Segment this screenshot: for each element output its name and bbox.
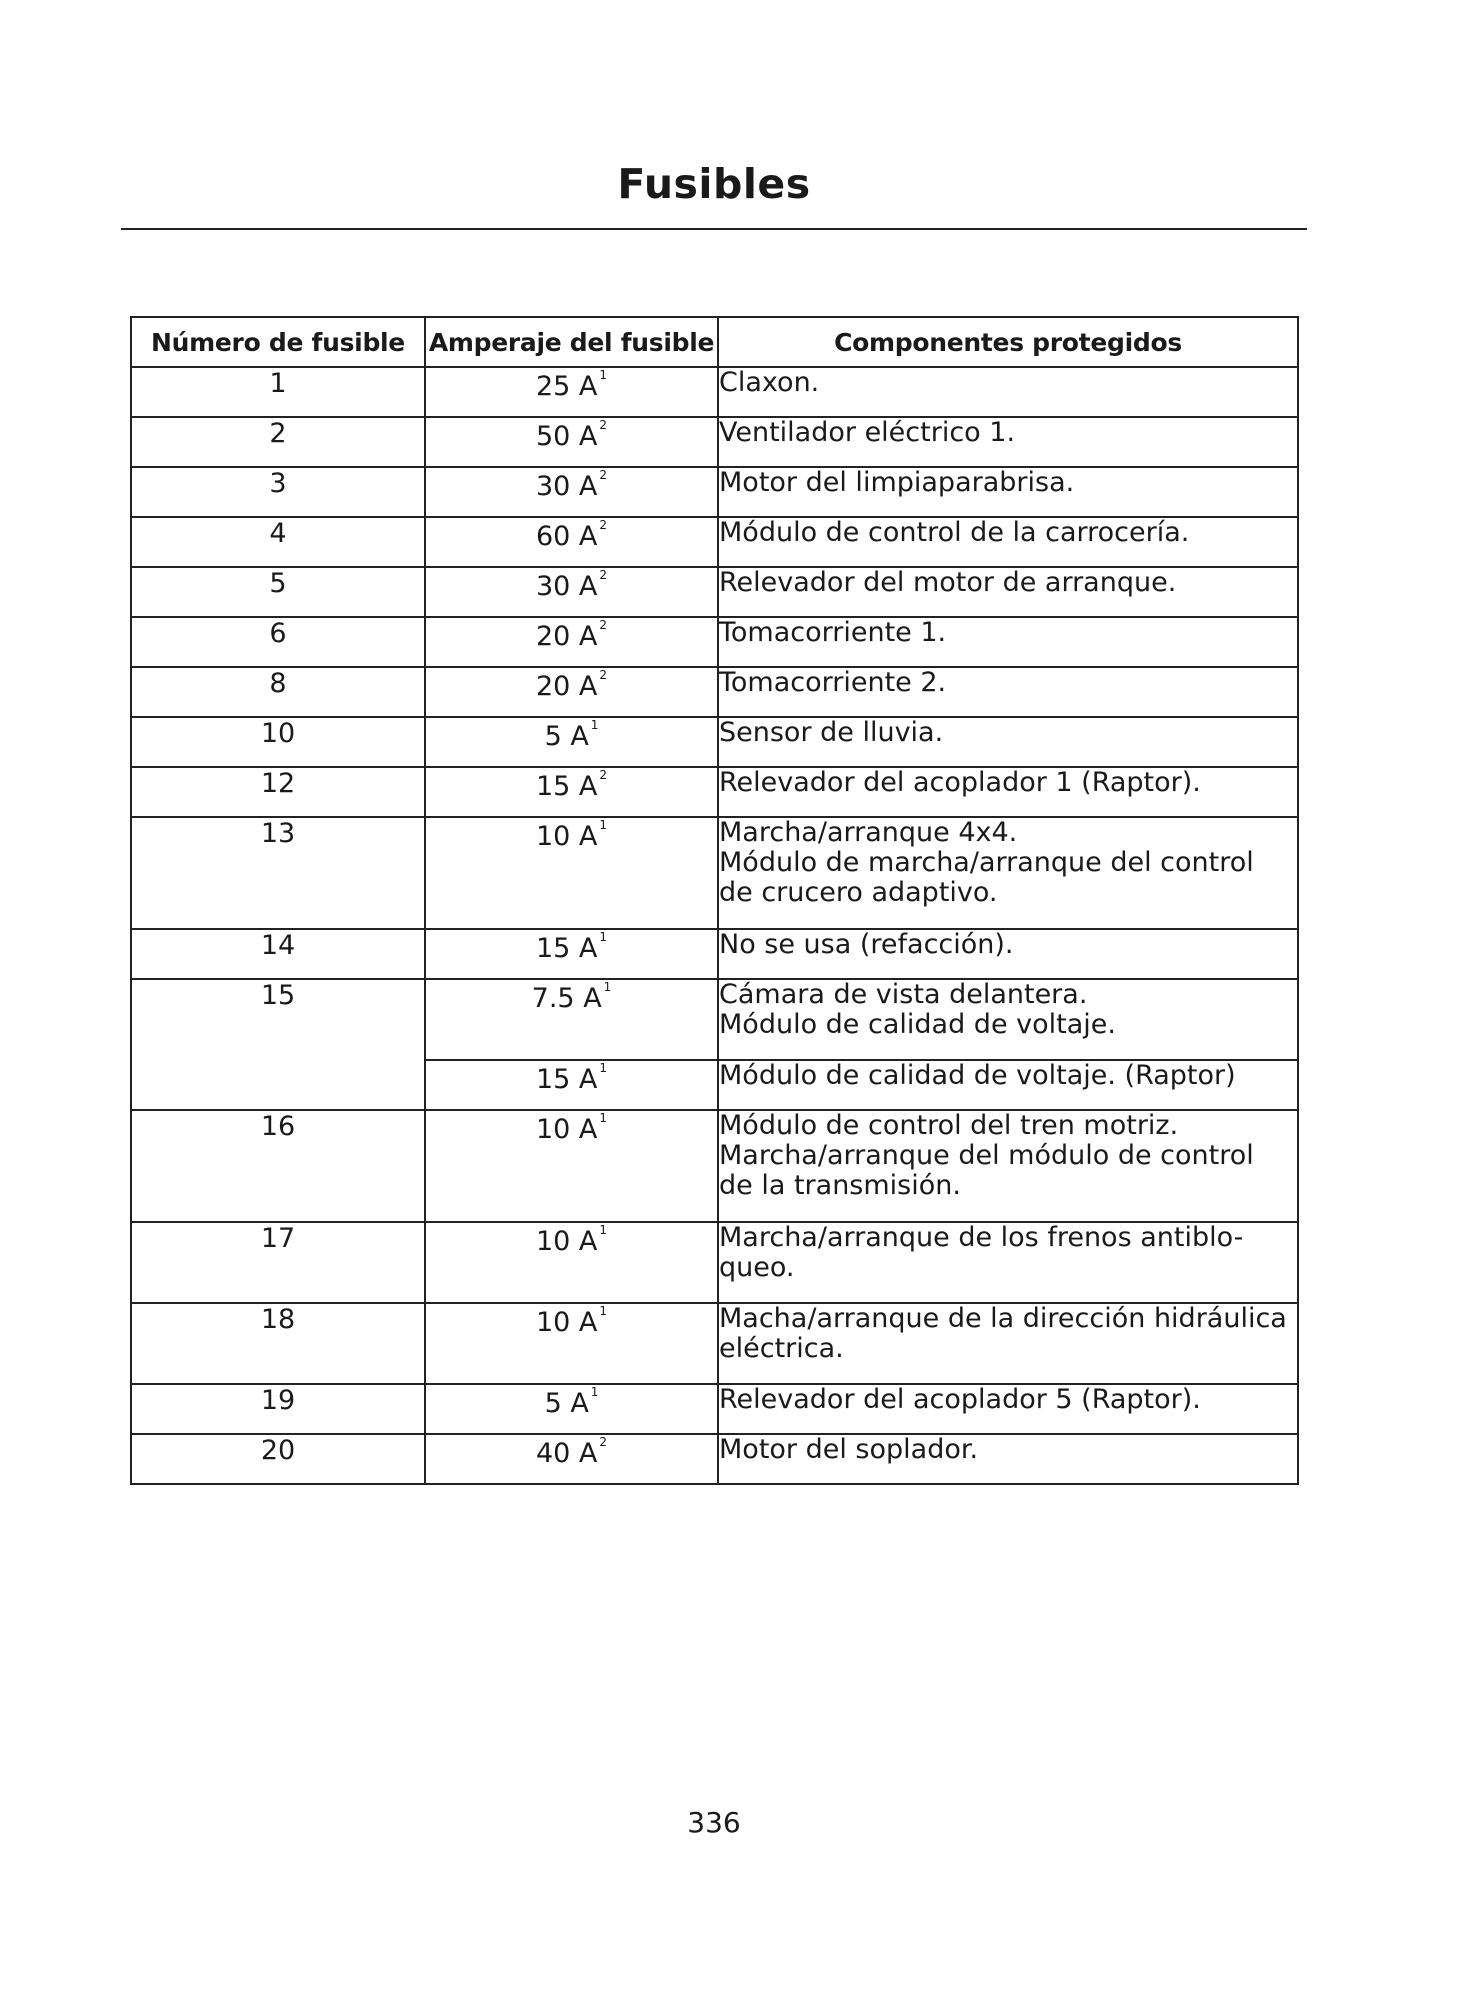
component-line: Módulo de control de la carrocería.	[719, 517, 1190, 548]
table-row	[131, 1303, 1298, 1384]
header-protected-components: Componentes protegidos	[718, 317, 1298, 367]
fuse-number: 2	[131, 417, 425, 467]
fuse-number: 14	[131, 929, 425, 979]
protected-components	[718, 1384, 1298, 1434]
footnote-marker: 1	[599, 1111, 608, 1125]
table-row	[131, 1434, 1298, 1484]
fuse-number: 12	[131, 767, 425, 817]
footnote-marker: 1	[599, 1061, 608, 1075]
footnote-marker: 1	[599, 368, 608, 382]
amperage-value: 15 A	[535, 933, 598, 964]
component-line: queo.	[719, 1252, 795, 1283]
fuse-number: 17	[131, 1222, 425, 1303]
table-row	[131, 517, 1298, 567]
amperage-value: 15 A	[535, 1064, 598, 1095]
fuse-amperage	[425, 1060, 718, 1110]
amperage-value: 15 A	[535, 771, 598, 802]
amperage-value: 30 A	[535, 571, 598, 602]
page-title: Fusibles	[617, 160, 811, 208]
component-line: Claxon.	[719, 367, 820, 398]
fuse-amperage	[425, 979, 718, 1060]
amperage-value: 10 A	[535, 821, 598, 852]
amperage-value: 10 A	[535, 1307, 598, 1338]
footnote-marker: 2	[599, 418, 608, 432]
footnote-marker: 1	[599, 818, 608, 832]
fuse-amperage	[425, 929, 718, 979]
table-row	[131, 367, 1298, 417]
protected-components	[718, 1222, 1298, 1303]
fuse-amperage	[425, 1384, 718, 1434]
component-line: Cámara de vista delantera.	[719, 979, 1088, 1010]
component-line: Tomacorriente 1.	[719, 617, 947, 648]
protected-components	[718, 417, 1298, 467]
protected-components	[718, 467, 1298, 517]
fuse-amperage	[425, 817, 718, 929]
fuse-number: 18	[131, 1303, 425, 1384]
protected-components	[718, 667, 1298, 717]
fuse-number: 5	[131, 567, 425, 617]
fuse-number: 4	[131, 517, 425, 567]
fuse-number: 8	[131, 667, 425, 717]
table-row	[131, 667, 1298, 717]
amperage-value: 10 A	[535, 1226, 598, 1257]
component-line: Marcha/arranque 4x4.	[719, 817, 1018, 848]
footnote-marker: 2	[599, 568, 608, 582]
protected-components	[718, 1303, 1298, 1384]
fuse-amperage	[425, 467, 718, 517]
amperage-value: 30 A	[535, 471, 598, 502]
fuse-amperage	[425, 767, 718, 817]
fuse-amperage	[425, 717, 718, 767]
component-line: Relevador del motor de arranque.	[719, 567, 1177, 598]
fuse-number: 16	[131, 1110, 425, 1222]
fuse-amperage	[425, 417, 718, 467]
fuse-amperage	[425, 1434, 718, 1484]
component-line: Tomacorriente 2.	[719, 667, 947, 698]
component-line: Módulo de calidad de voltaje.	[719, 1009, 1116, 1040]
fuse-number: 3	[131, 467, 425, 517]
component-line: Marcha/arranque de los frenos antiblo-	[719, 1222, 1244, 1253]
header-fuse-amperage: Amperaje del fusible	[425, 317, 718, 367]
table-row	[131, 617, 1298, 667]
component-line: Marcha/arranque del módulo de control	[719, 1140, 1254, 1171]
footnote-marker: 2	[599, 518, 608, 532]
fuse-amperage	[425, 367, 718, 417]
amperage-value: 25 A	[535, 371, 598, 402]
component-line: Sensor de lluvia.	[719, 717, 944, 748]
table-row	[131, 1110, 1298, 1222]
footnote-marker: 2	[599, 468, 608, 482]
protected-components	[718, 1434, 1298, 1484]
header-fuse-number: Número de fusible	[131, 317, 425, 367]
protected-components	[718, 367, 1298, 417]
fuse-amperage	[425, 1303, 718, 1384]
component-line: Relevador del acoplador 1 (Raptor).	[719, 767, 1201, 798]
footnote-marker: 2	[599, 768, 608, 782]
table-row	[131, 467, 1298, 517]
amperage-value: 50 A	[535, 421, 598, 452]
footnote-marker: 2	[599, 618, 608, 632]
fuse-number: 6	[131, 617, 425, 667]
component-line: Módulo de marcha/arranque del control	[719, 847, 1254, 878]
component-line: Macha/arranque de la dirección hidráulica	[719, 1303, 1287, 1334]
table-row	[131, 1222, 1298, 1303]
footnote-marker: 2	[599, 1435, 608, 1449]
protected-components	[718, 767, 1298, 817]
footnote-marker: 1	[599, 1223, 608, 1237]
fuse-number: 1	[131, 367, 425, 417]
protected-components	[718, 517, 1298, 567]
component-line: Módulo de calidad de voltaje. (Raptor)	[719, 1060, 1236, 1091]
fuse-amperage	[425, 1110, 718, 1222]
amperage-value: 7.5 A	[531, 983, 602, 1014]
amperage-value: 40 A	[535, 1438, 598, 1469]
fuse-number: 10	[131, 717, 425, 767]
fuse-table-body	[131, 367, 1298, 1484]
component-line: Ventilador eléctrico 1.	[719, 417, 1016, 448]
footnote-marker: 2	[599, 668, 608, 682]
protected-components	[718, 1060, 1298, 1110]
table-row	[131, 979, 1298, 1060]
fuse-number: 19	[131, 1384, 425, 1434]
fuse-amperage	[425, 617, 718, 667]
amperage-value: 5 A	[544, 721, 589, 752]
component-line: Relevador del acoplador 5 (Raptor).	[719, 1384, 1201, 1415]
table-row	[131, 567, 1298, 617]
page-number: 336	[687, 1806, 741, 1839]
component-line: Motor del limpiaparabrisa.	[719, 467, 1075, 498]
protected-components	[718, 1110, 1298, 1222]
table-row	[131, 717, 1298, 767]
protected-components	[718, 929, 1298, 979]
fuse-amperage	[425, 1222, 718, 1303]
component-line: eléctrica.	[719, 1333, 844, 1364]
component-line: de crucero adaptivo.	[719, 877, 998, 908]
fuse-amperage	[425, 517, 718, 567]
fuse-table	[130, 316, 1299, 1485]
table-row	[131, 417, 1298, 467]
footnote-marker: 1	[603, 980, 612, 994]
component-line: Módulo de control del tren motriz.	[719, 1110, 1179, 1141]
protected-components	[718, 567, 1298, 617]
component-line: Motor del soplador.	[719, 1434, 979, 1465]
amperage-value: 5 A	[544, 1388, 589, 1419]
footnote-marker: 1	[590, 718, 599, 732]
table-row	[131, 929, 1298, 979]
title-divider	[121, 228, 1307, 230]
table-header-row	[131, 317, 1298, 367]
fuse-number: 13	[131, 817, 425, 929]
footnote-marker: 1	[599, 930, 608, 944]
amperage-value: 20 A	[535, 621, 598, 652]
table-row	[131, 767, 1298, 817]
amperage-value: 60 A	[535, 521, 598, 552]
amperage-value: 10 A	[535, 1114, 598, 1145]
fuse-number: 15	[131, 979, 425, 1110]
component-line: No se usa (refacción).	[719, 929, 1014, 960]
protected-components	[718, 617, 1298, 667]
fuse-number: 20	[131, 1434, 425, 1484]
protected-components	[718, 979, 1298, 1060]
fuse-amperage	[425, 667, 718, 717]
protected-components	[718, 817, 1298, 929]
footnote-marker: 1	[599, 1304, 608, 1318]
table-row	[131, 1384, 1298, 1434]
component-line: de la transmisión.	[719, 1170, 961, 1201]
footnote-marker: 1	[590, 1385, 599, 1399]
amperage-value: 20 A	[535, 671, 598, 702]
table-row	[131, 817, 1298, 929]
protected-components	[718, 717, 1298, 767]
fuse-amperage	[425, 567, 718, 617]
